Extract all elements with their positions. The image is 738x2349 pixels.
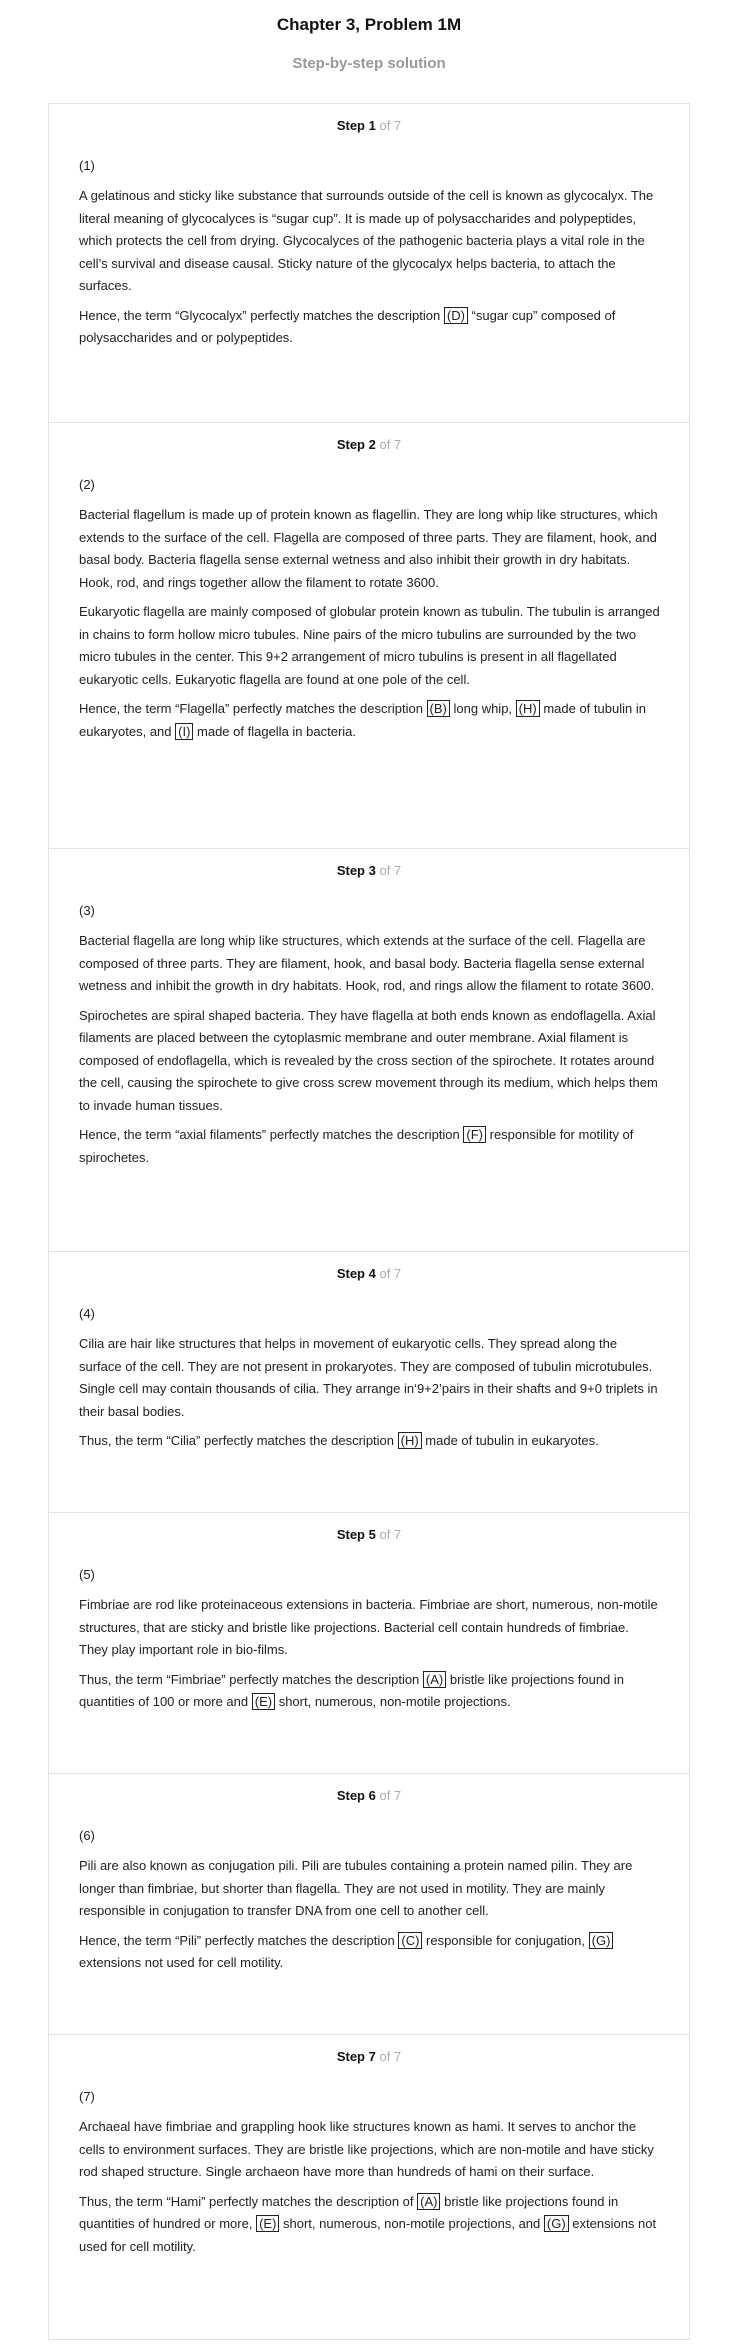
step-count: of 7: [379, 118, 402, 133]
step-card: [49, 1512, 689, 1773]
conclusion-text: Hence, the term “Pili” perfectly matches the description: [79, 1932, 399, 1948]
step-number: (1): [79, 158, 95, 173]
conclusion-text: responsible for conjugation,: [422, 1932, 589, 1948]
answer-choice-box: (D): [444, 307, 468, 324]
step-card: [49, 2034, 689, 2339]
step-count: of 7: [379, 1266, 402, 1281]
answer-choice-box: (A): [423, 1671, 446, 1688]
explanation-paragraph: Archaeal have fimbriae and grappling hook like structures known as hami. It serves to anchor the cells to environment surfaces. They are bristle like projections, which are non-motile and have sticky rod shaped structure. Single archaeon have more than hundreds of hami on their surface.: [79, 2119, 654, 2179]
step-number: (3): [79, 903, 95, 918]
conclusion-paragraph: [79, 698, 660, 743]
step-header: [49, 1786, 689, 1806]
step-card: [49, 1251, 689, 1512]
explanation-paragraph: Bacterial flagella are long whip like structures, which extends at the surface of the cell. Flagella are composed of three parts. They are filament, hook, and basal body. Bacteria flagella sense external wetness and inhibit the growth in dry habitats. Hook, rod, and rings allow the filament to rotate 3600.: [79, 933, 655, 993]
step-number: (6): [79, 1828, 95, 1843]
conclusion-text: short, numerous, non-motile projections, and: [279, 2216, 544, 2231]
answer-choice-box: (I): [175, 723, 193, 740]
conclusion-text: responsible for motility of spirochetes.: [79, 1127, 634, 1165]
answer-choice-box: (H): [516, 700, 540, 717]
conclusion-text: long whip,: [449, 701, 516, 716]
step-card: [49, 1773, 689, 2034]
step-header: [49, 1525, 689, 1545]
explanation-paragraph: Fimbriae are rod like proteinaceous extensions in bacteria. Fimbriae are short, numerous, non-motile structures, that are sticky and bristle like projections. Bacterial cell contain hundreds of fimbriae. They play important role in bio-films.: [79, 1597, 658, 1657]
conclusion-text: bristle like projections found in quantities of 100 or more and: [79, 1671, 625, 1709]
conclusion-text: short, numerous, non-motile projections.: [275, 1694, 511, 1709]
explanation-paragraph: A gelatinous and sticky like substance that surrounds outside of the cell is known as glycocalyx. The literal meaning of glycocalyces is “sugar cup”. It is made up of polysaccharides and polypeptides, which protects the cell from drying. Glycocalyces of the pathogenic bacteria plays a vital role in the cell’s survival and disease causal. Sticky nature of the glycocalyx helps bacteria, to attach the surfaces.: [79, 188, 654, 293]
step-header: [49, 1264, 689, 1284]
page-title: Chapter 3, Problem 1M: [276, 15, 462, 34]
conclusion-text: Thus, the term “Cilia” perfectly matches the description: [79, 1433, 398, 1448]
step-label: Step 1: [336, 118, 376, 133]
conclusion-text: Hence, the term “Glycocalyx” perfectly matches the description: [79, 307, 444, 323]
conclusion-paragraph: [79, 2191, 660, 2259]
explanation-paragraph: Eukaryotic flagella are mainly composed of globular protein known as tubulin. The tubulin is arranged in chains to form hollow micro tubules. Nine pairs of the micro tubulins are surrounded by the two micro tubules in the center. This 9+2 arrangement of micro tubulins is present in all flagellated eukaryotic cells. Eukaryotic flagella are found at one pole of the cell.: [79, 604, 660, 687]
step-card: [49, 116, 689, 422]
answer-choice-box: (G): [589, 1932, 614, 1949]
step-number: (2): [79, 477, 95, 492]
step-count: of 7: [379, 2049, 402, 2064]
conclusion-paragraph: [79, 1669, 660, 1714]
answer-choice-box: (A): [417, 2193, 440, 2210]
step-header: [49, 2047, 689, 2067]
step-label: Step 3: [336, 863, 376, 878]
answer-choice-box: (F): [463, 1126, 486, 1143]
answer-choice-box: (B): [427, 700, 450, 717]
step-count: of 7: [379, 1788, 402, 1803]
conclusion-text: bristle like projections found in quantities of hundred or more,: [79, 2193, 619, 2231]
conclusion-text: Hence, the term “axial filaments” perfectly matches the description: [79, 1127, 464, 1142]
step-label: Step 2: [336, 437, 376, 452]
conclusion-paragraph: [79, 305, 660, 350]
conclusion-text: made of flagella in bacteria.: [193, 723, 357, 739]
conclusion-paragraph: [79, 1930, 660, 1975]
answer-choice-box: (G): [544, 2215, 569, 2232]
conclusion-paragraph: [79, 1430, 660, 1453]
step-count: of 7: [379, 437, 402, 452]
conclusion-text: extensions not used for cell motility.: [79, 2216, 657, 2254]
step-card: [49, 422, 689, 848]
explanation-paragraph: Cilia are hair like structures that helps in movement of eukaryotic cells. They spread along the surface of the cell. They are not present in prokaryotes. They are composed of tubulin microtubules. Single cell may contain thousands of cilia. They arrange in‘9+2’pairs in their shafts and 9+0 triplets in their basal bodies.: [79, 1336, 658, 1419]
step-label: Step 5: [336, 1527, 376, 1542]
step-number: (4): [79, 1306, 95, 1321]
step-header: [49, 116, 689, 136]
step-count: of 7: [379, 1527, 402, 1542]
answer-choice-box: (E): [252, 1693, 275, 1710]
conclusion-text: made of tubulin in eukaryotes.: [421, 1433, 599, 1448]
step-number: (7): [79, 2089, 95, 2104]
step-count: of 7: [379, 863, 402, 878]
step-header: [49, 861, 689, 881]
conclusion-text: “sugar cup” composed of polysaccharides and or polypeptides.: [79, 307, 616, 345]
answer-choice-box: (E): [256, 2215, 279, 2232]
page-subtitle: Step-by-step solution: [292, 55, 446, 72]
conclusion-text: Hence, the term “Flagella” perfectly matches the description: [79, 701, 427, 716]
step-number: (5): [79, 1567, 95, 1582]
step-card: [49, 848, 689, 1251]
step-label: Step 6: [336, 1788, 376, 1803]
solution-container: [48, 103, 690, 2340]
answer-choice-box: (C): [398, 1932, 422, 1949]
conclusion-text: extensions not used for cell motility.: [79, 1955, 284, 1970]
explanation-paragraph: Pili are also known as conjugation pili. Pili are tubules containing a protein named pilin. They are longer than fimbriae, but shorter than flagella. They are not used in motility. They are mainly responsible in conjugation to transfer DNA from one cell to another cell.: [79, 1858, 633, 1918]
answer-choice-box: (H): [398, 1432, 422, 1449]
conclusion-paragraph: [79, 1124, 660, 1169]
conclusion-text: Thus, the term “Hami” perfectly matches the description of: [79, 2193, 418, 2209]
step-header: [49, 435, 689, 455]
conclusion-text: Thus, the term “Fimbriae” perfectly matches the description: [79, 1671, 423, 1687]
explanation-paragraph: Spirochetes are spiral shaped bacteria. They have flagella at both ends known as endoflagella. Axial filaments are placed between the cytoplasmic membrane and outer membrane. Axial filament is composed of endoflagella, which is revealed by the cross section of the spirochete. It rotates around the cell, causing the spirochete to give cross screw movement through its medium, which helps them to invade human tissues.: [79, 1007, 658, 1113]
explanation-paragraph: Bacterial flagellum is made up of protein known as flagellin. They are long whip like structures, which extends to the surface of the cell. Flagella are composed of three parts. They are filament, hook, and basal body. Bacteria flagella sense external wetness and also inhibit their growth in dry habitats. Hook, rod, and rings together allow the filament to rotate 3600.: [79, 507, 658, 590]
conclusion-text: made of tubulin in eukaryotes, and: [79, 701, 646, 739]
step-label: Step 7: [336, 2049, 376, 2064]
step-label: Step 4: [336, 1266, 376, 1281]
